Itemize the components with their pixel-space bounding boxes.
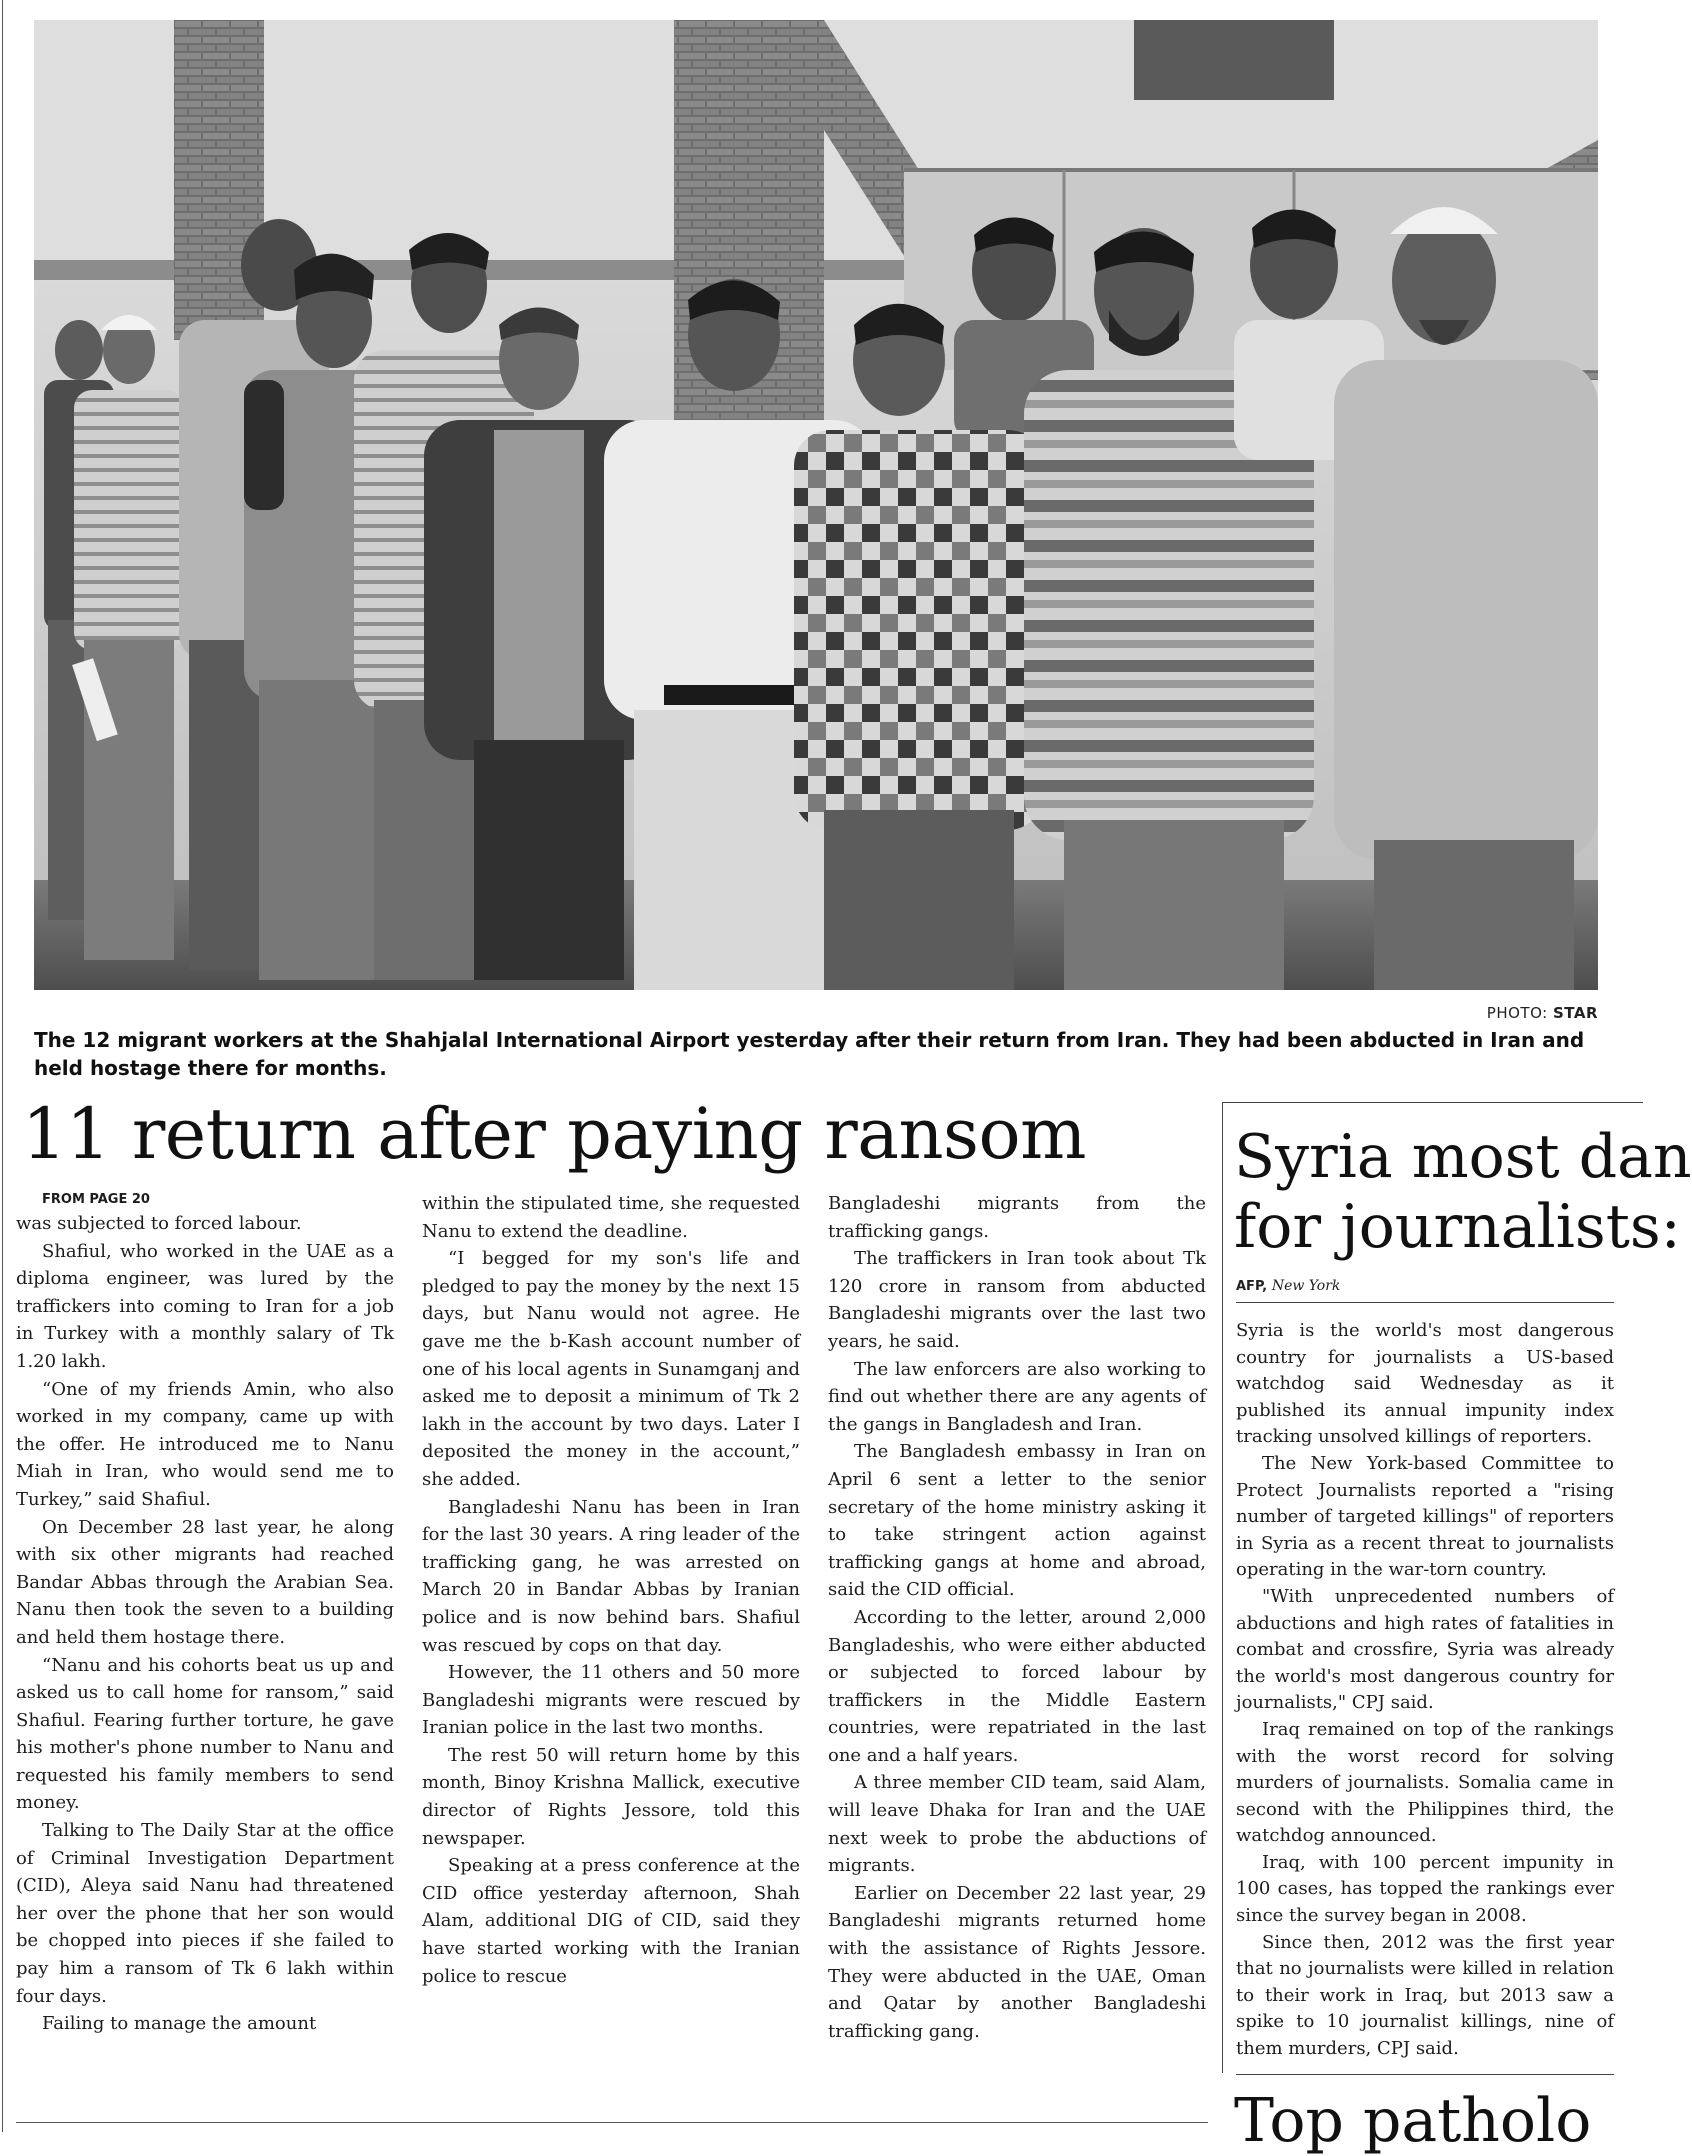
column-2-body <box>422 1190 800 1990</box>
paragraph: The Bangladesh embassy in Iran on April 6 sent a letter to the senior secretary of the home ministry asking it to take stringent action against trafficking gangs at home and abroad, said the CID official. <box>828 1441 1206 1601</box>
photo-credit-source: STAR <box>1552 1004 1598 1022</box>
main-headline: 11 return after paying ransom <box>22 1093 1086 1175</box>
paragraph: The rest 50 will return home by this month, Binoy Krishna Mallick, executive director of Rights Jessore, told this newspaper. <box>422 1744 800 1849</box>
agency-label: AFP, <box>1236 1279 1268 1294</box>
paragraph: “One of my friends Amin, who also worked in my company, came up with the offer. He introduced me to Nanu Miah in Iran, who would send me to Turkey,” said Shafiul. <box>16 1378 394 1510</box>
paragraph: The law enforcers are also working to find out whether there are any agents of the gangs in Bangladesh and Iran. <box>828 1358 1206 1435</box>
paragraph: A three member CID team, said Alam, will leave Dhaka for Iran and the UAE next week to probe the abductions of migrants. <box>828 1772 1206 1877</box>
paragraph: was subjected to forced labour. <box>16 1213 302 1234</box>
paragraph: Bangladeshi migrants from the trafficking gangs. <box>828 1193 1206 1242</box>
paragraph: Since then, 2012 was the first year that no journalists were killed in relation to their work in Iraq, but 2013 saw a spike to 10 journalist killings, nine of them murders, CPJ said. <box>1236 1931 1614 2060</box>
sidebar-bottom-rule <box>1236 2074 1614 2075</box>
story-column-2 <box>422 1190 800 1990</box>
paragraph: On December 28 last year, he along with six other migrants had reached Bandar Abbas through the Arabian Sea. Nanu then took the seven to a building and held them hostage there. <box>16 1516 394 1648</box>
paragraph: Speaking at a press conference at the CID office yesterday afternoon, Shah Alam, additional DIG of CID, said they have started working with the Iranian police to rescue <box>422 1855 800 1987</box>
story-column-3 <box>828 1190 1206 2045</box>
paragraph: However, the 11 others and 50 more Bangladeshi migrants were rescued by Iranian police in the last two months. <box>422 1662 800 1739</box>
bottom-rule <box>16 2122 1208 2123</box>
column-3-body <box>828 1190 1206 2045</box>
sidebar-byline <box>1236 1276 1340 1294</box>
sidebar-headline-line-2: for journalists: <box>1234 1192 1681 1262</box>
sidebar-body <box>1236 1318 1614 2063</box>
paragraph: Failing to manage the amount <box>42 2013 317 2035</box>
photo-credit-prefix: PHOTO: <box>1486 1004 1548 1022</box>
paragraph: Iraq, with 100 percent impunity in 100 cases, has topped the rankings ever since the survey began in 2008. <box>1236 1851 1614 1927</box>
paragraph: Syria is the world's most dangerous country for journalists a US-based watchdog said Wednesday as it published its annual impunity index tracking unsolved killings of reporters. <box>1236 1320 1614 1448</box>
photo-credit <box>1487 1004 1598 1022</box>
paragraph: The New York-based Committee to Protect Journalists reported a "rising number of targeted killings" of reporters in Syria as a recent threat to journalists operating in the war-torn country. <box>1236 1452 1614 1581</box>
sidebar-rule <box>1236 1302 1614 1303</box>
paragraph: Shafiul, who worked in the UAE as a diploma engineer, was lured by the traffickers into coming to Iran for a job in Turkey with a monthly salary of Tk 1.20 lakh. <box>16 1240 394 1372</box>
paragraph: “I begged for my son's life and pledged to pay the money by the next 15 days, but Nanu would not agree. He gave me the b-Kash account number of one of his local agents in Sunamganj and asked me to deposit a minimum of Tk 2 lakh in the account by two days. Later I deposited the money in the account,” she added. <box>422 1248 800 1490</box>
photo-caption: The 12 migrant workers at the Shahjalal International Airport yesterday after their return from Iran. They had been abducted in Iran and held hostage there for months. <box>34 1028 1585 1080</box>
paragraph: Bangladeshi Nanu has been in Iran for the last 30 years. A ring leader of the trafficking gang, he was arrested on March 20 in Bandar Abbas by Iranian police and is now behind bars. Shafiul was rescued by cops on that day. <box>422 1496 800 1656</box>
paragraph: Talking to The Daily Star at the office of Criminal Investigation Department (CID), Aleya said Nanu had threatened her over the phone that her son would be chopped into pieces if she failed to pay him a ransom of Tk 6 lakh within four days. <box>16 1820 394 2007</box>
sidebar-headline-line-1: Syria most dan <box>1234 1122 1692 1192</box>
paragraph: Earlier on December 22 last year, 29 Bangladeshi migrants returned home with the assistance of Rights Jessore. They were abducted in the UAE, Oman and Qatar by another Bangladeshi trafficking gang. <box>828 1882 1206 2042</box>
next-story-headline: Top patholo <box>1234 2086 1592 2156</box>
paragraph: According to the letter, around 2,000 Bangladeshis, who were either abducted or subjected to forced labour by traffickers in the Middle Eastern countries, were repatriated in the last one and a half years. <box>828 1606 1206 1766</box>
paragraph: The traffickers in Iran took about Tk 120 crore in ransom from abducted Bangladeshi migrants over the last two years, he said. <box>828 1248 1206 1352</box>
column-1-body <box>16 1210 394 2038</box>
paragraph: Iraq remained on top of the rankings with the worst record for solving murders of journalists. Somalia came in second with the Philippines third, the watchdog announced. <box>1236 1718 1614 1847</box>
story-column-1 <box>16 1190 394 2038</box>
jump-kicker: FROM PAGE 20 <box>42 1192 150 1207</box>
paragraph: "With unprecedented numbers of abductions and high rates of fatalities in combat and crossfire, Syria was already the world's most dangerous country for journalists," CPJ said. <box>1236 1585 1614 1714</box>
news-photo <box>34 20 1598 990</box>
paragraph: within the stipulated time, she requested Nanu to extend the deadline. <box>422 1193 800 1242</box>
paragraph: “Nanu and his cohorts beat us up and asked us to call home for ransom,” said Shafiul. Fearing further torture, he gave his mother's phone number to Nanu and requested his family members to send money. <box>16 1654 394 1814</box>
left-page-rule <box>2 0 3 2132</box>
sidebar-headline <box>1234 1122 1692 1262</box>
dateline: New York <box>1271 1278 1341 1294</box>
